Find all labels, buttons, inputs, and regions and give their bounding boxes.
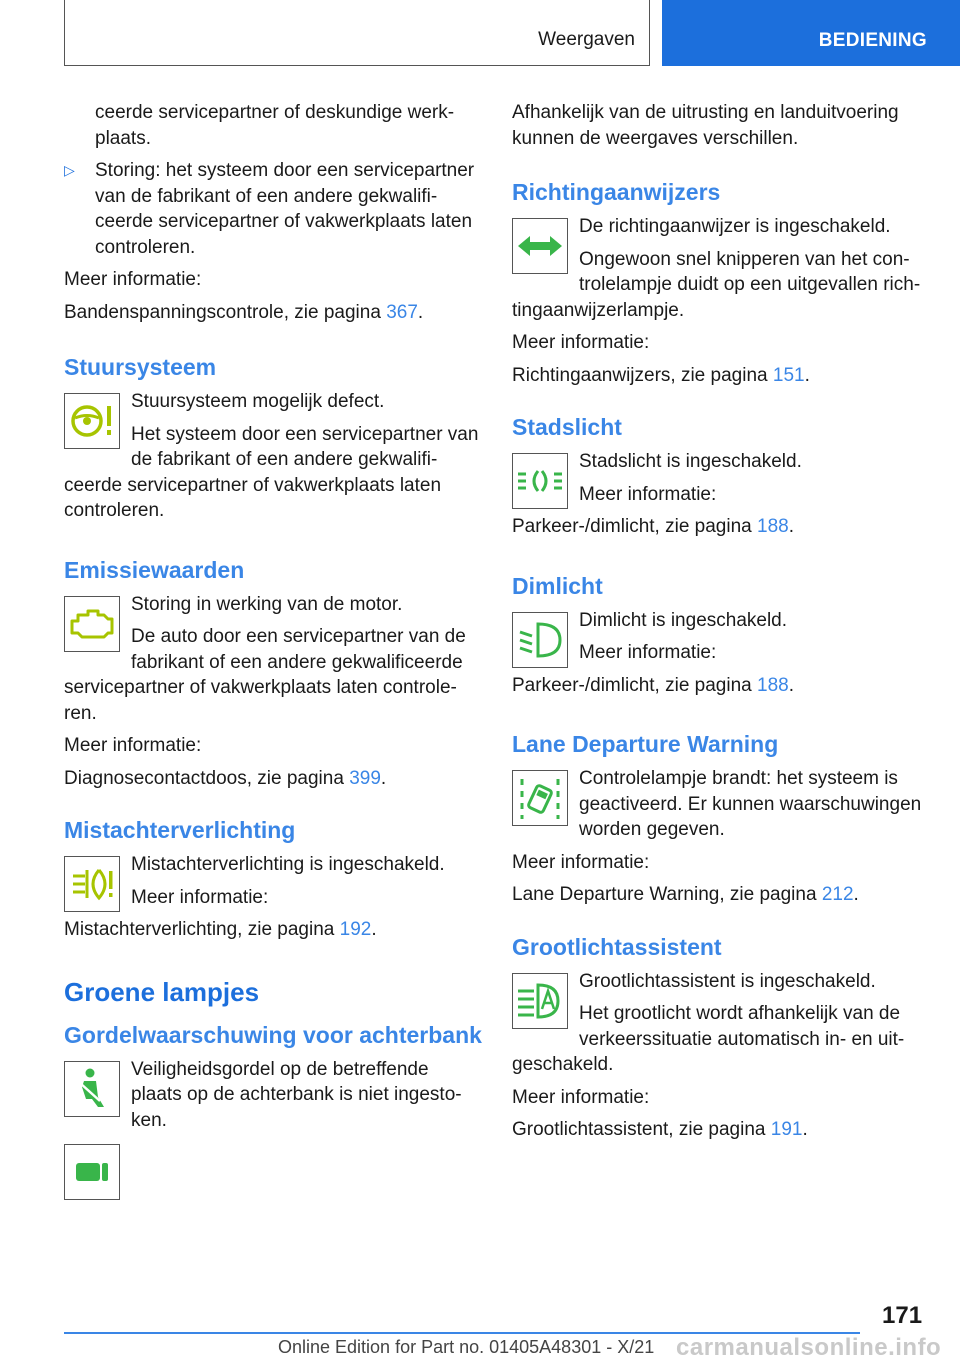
reference-richting: Richtingaanwijzers, zie pagina 151. <box>512 364 810 386</box>
engine-warning-icon <box>64 596 120 652</box>
intro-text: Afhankelijk van de uitrusting en landuitvoering kunnen de weergaves verschillen. <box>512 102 899 149</box>
gordel-text-1: Veiligheidsgordel op de betreffende plaats op de achterbank is niet ingesto-ken. <box>131 1058 462 1131</box>
entry-stadslicht <box>512 449 930 547</box>
page-link-399[interactable]: 399 <box>349 767 381 789</box>
page-link-191[interactable]: 191 <box>770 1119 803 1140</box>
heading-emissiewaarden: Emissiewaarden <box>64 556 245 583</box>
heading-groene-lampjes: Groene lampjes <box>64 976 260 1007</box>
richting-text-2: Ongewoon snel knipperen van het con-trolelampje duidt op een uitgevallen rich-tingaanwijzerlampje. <box>512 248 921 321</box>
meer-informatie-label: Meer informatie: <box>64 269 202 290</box>
seatbelt-icon <box>64 1061 120 1117</box>
header-chapter-title: BEDIENING <box>818 30 927 51</box>
meer-informatie-label: Meer informatie: <box>131 886 269 908</box>
entry-gordelwaarschuwing <box>64 1057 484 1205</box>
heading-lane-departure: Lane Departure Warning <box>512 731 779 757</box>
page-link-212[interactable]: 212 <box>821 884 854 905</box>
richting-text-1: De richtingaanwijzer is ingeschakeld. <box>579 216 891 237</box>
reference-groot: Grootlichtassistent, zie pagina 191. <box>512 1119 808 1140</box>
page-number: 171 <box>882 1302 923 1329</box>
heading-stadslicht: Stadslicht <box>512 414 622 440</box>
watermark: carmanualsonline.info <box>676 1334 942 1361</box>
high-beam-assist-icon <box>512 973 568 1029</box>
emissie-text-1: Storing in werking van de motor. <box>131 593 403 615</box>
meer-informatie-label: Meer informatie: <box>512 332 650 353</box>
reference-dim: Parkeer-/dimlicht, zie pagina 188. <box>512 674 794 696</box>
header-section-box <box>64 0 650 66</box>
parking-light-icon <box>512 453 568 509</box>
entry-richtingaanwijzers <box>512 214 930 330</box>
entry-grootlichtassistent <box>512 969 930 1085</box>
turn-signal-icon <box>512 218 568 274</box>
intro-continuation: ceerde servicepartner of deskundige werk-plaats. <box>95 102 455 149</box>
rear-seat-occupied-icon <box>64 1144 120 1200</box>
heading-dimlicht: Dimlicht <box>512 572 603 599</box>
low-beam-icon <box>512 612 568 668</box>
right-column <box>512 100 930 1150</box>
stuursysteem-text-1: Stuursysteem mogelijk defect. <box>131 391 385 412</box>
bullet-triangle-icon: ▷ <box>64 162 75 178</box>
stads-text-1: Stadslicht is ingeschakeld. <box>579 451 802 472</box>
heading-gordelwaarschuwing: Gordelwaarschuwing voor achterbank <box>64 1021 482 1048</box>
mist-text-1: Mistachterverlichting is ingeschakeld. <box>131 854 445 875</box>
meer-informatie-label: Meer informatie: <box>579 642 717 663</box>
entry-dimlicht <box>512 608 930 706</box>
heading-grootlichtassistent: Grootlichtassistent <box>512 933 722 960</box>
reference-banden: Bandenspanningscontrole, zie pagina 367. <box>64 301 424 323</box>
page-link-151[interactable]: 151 <box>772 364 805 386</box>
left-column <box>64 100 484 1204</box>
meer-informatie-label: Meer informatie: <box>579 483 717 505</box>
page-link-367[interactable]: 367 <box>386 301 418 323</box>
reference-diagnose: Diagnosecontactdoos, zie pagina 399. <box>64 767 387 789</box>
groot-text-1: Grootlichtassistent is ingeschakeld. <box>579 970 876 992</box>
reference-stads: Parkeer-/dimlicht, zie pagina 188. <box>512 516 794 537</box>
lane-departure-icon <box>512 770 568 826</box>
entry-emissiewaarden <box>64 592 484 734</box>
entry-stuursysteem <box>64 389 484 531</box>
meer-informatie-label: Meer informatie: <box>512 851 650 873</box>
lane-text-1: Controlelampje brandt: het systeem is geactiveerd. Er kunnen waarschuwingen worden gegeven. <box>579 768 922 840</box>
entry-lane-departure <box>512 766 930 850</box>
reference-lane: Lane Departure Warning, zie pagina 212. <box>512 884 859 905</box>
header-section-title: Weergaven <box>538 29 635 50</box>
bullet-storing: ▷ Storing: het systeem door een servicepartner van de fabrikant of een andere gekwalifi-ceerde servicepartner of vakwerkplaats laten controleren. <box>64 160 475 258</box>
header-chapter-tab[interactable] <box>662 0 960 66</box>
heading-stuursysteem: Stuursysteem <box>64 354 217 380</box>
page-link-188[interactable]: 188 <box>757 674 789 696</box>
groot-text-2: Het grootlicht wordt afhankelijk van de verkeerssituatie automatisch in- en uit-geschakeld. <box>512 1003 905 1075</box>
page-link-188[interactable]: 188 <box>757 516 789 537</box>
edition-text: Online Edition for Part no. 01405A48301 - X/21 <box>278 1337 655 1357</box>
meer-informatie-label: Meer informatie: <box>512 1086 650 1108</box>
reference-mist: Mistachterverlichting, zie pagina 192. <box>64 919 377 940</box>
rear-fog-light-icon <box>64 856 120 912</box>
dim-text-1: Dimlicht is ingeschakeld. <box>579 609 788 631</box>
entry-mistachterverlichting <box>64 852 484 950</box>
page-link-192[interactable]: 192 <box>339 919 372 940</box>
meer-informatie-label: Meer informatie: <box>64 735 202 756</box>
heading-richtingaanwijzers: Richtingaanwijzers <box>512 179 721 205</box>
emissie-text-2: De auto door een servicepartner van de fabrikant of een andere gekwalificeerde servicepartner of vakwerkplaats laten controle-ren. <box>64 626 466 724</box>
heading-mistachterverlichting: Mistachterverlichting <box>64 817 296 843</box>
stuursysteem-text-2: Het systeem door een servicepartner van de fabrikant of een andere gekwalifi-ceerde servicepartner of vakwerkplaats laten controleren. <box>64 423 479 521</box>
steering-warning-icon <box>64 393 120 449</box>
